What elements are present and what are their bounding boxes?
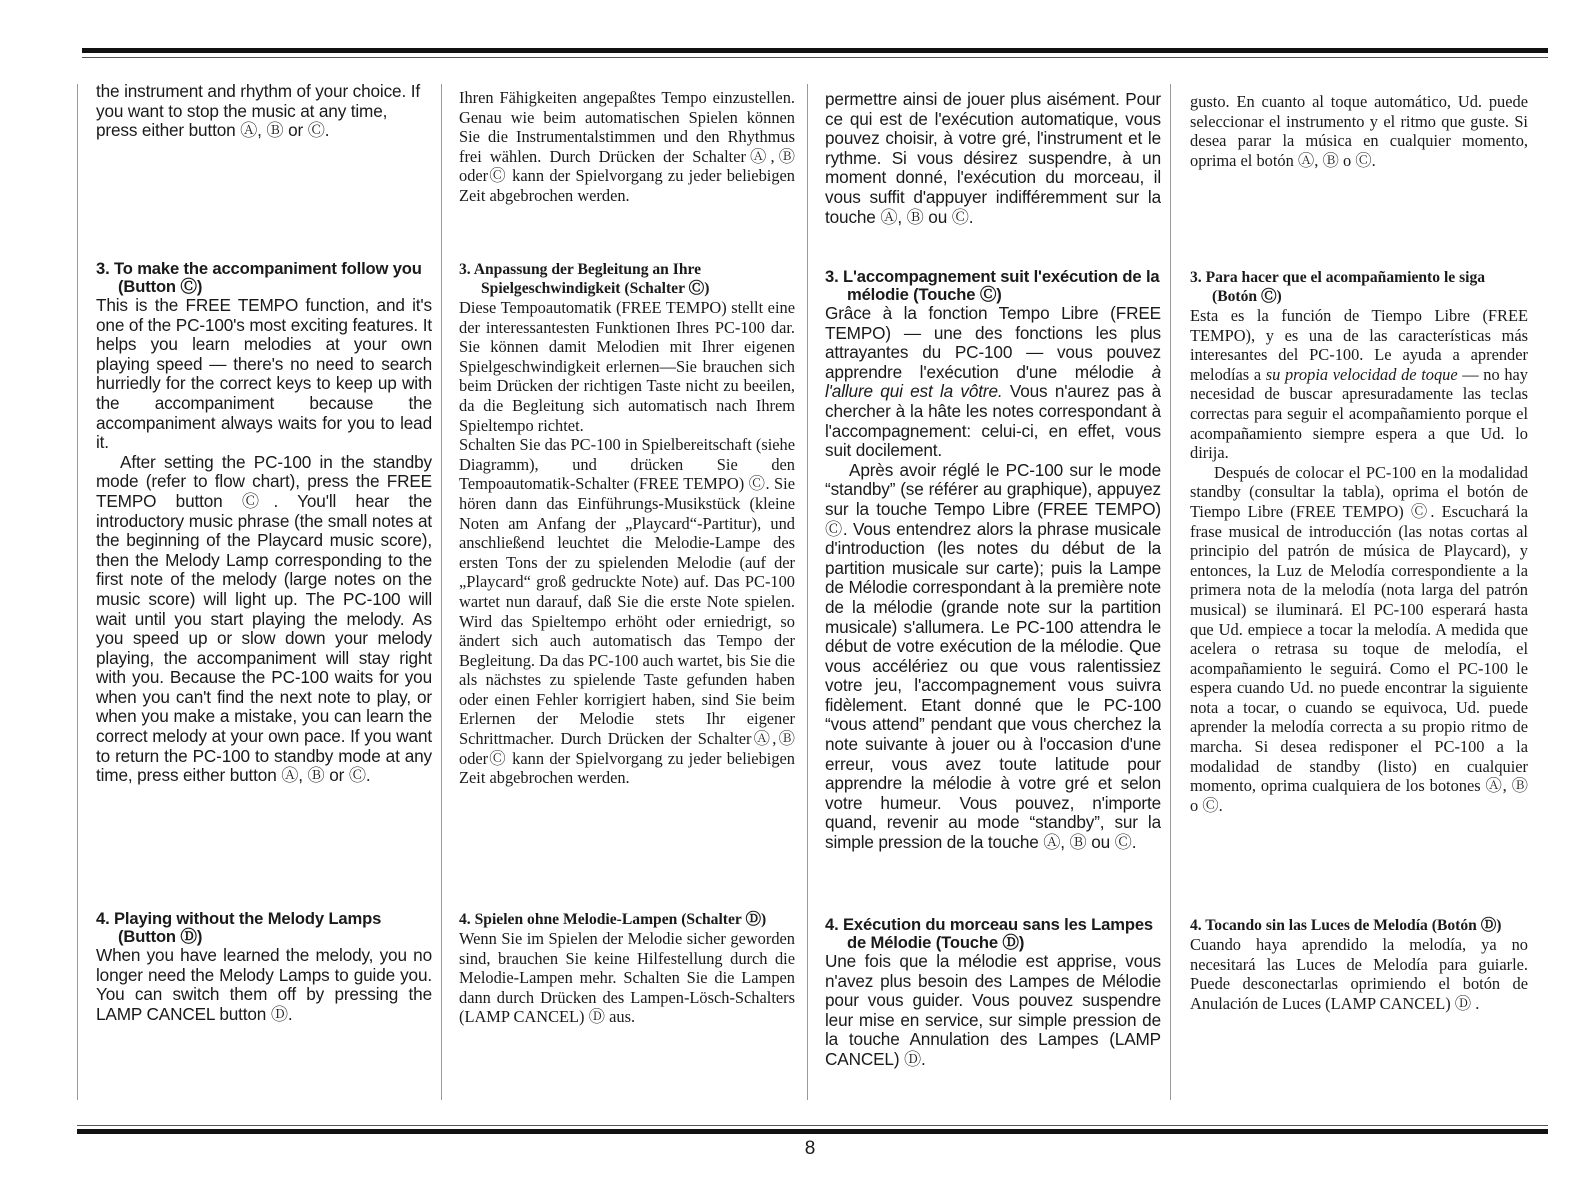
french-section-3-paragraph-2: Après avoir réglé le PC-100 sur le mode “standby” (se référer au graphique), appuyez sur la touche Tempo Libre (FREE TEMPO) Ⓒ. Vous entendrez alors la phrase musicale d'introduction (les notes du début de la partition musicale sur carte); puis la Lampe de Mélodie correspondant à la première note de la mélodie (grande note sur la partition musicale) s'allumera. Le PC-100 attendra le début de votre exécution de la mélodie. Que vous accélériez ou que vous ralentissiez votre jeu, l'accompagnement vous suivra fidèlement. Etant donné que le PC-100 “vous attend” pendant que vous cherchez la note suivante à jouer ou à l'occasion d'une erreur, vous avez toute latitude pour apprendre la mélodie à votre gré et selon votre humeur. Vous pouvez, n'importe quand, revenir au mode “standby”, sur la simple pression de la touche Ⓐ, Ⓑ ou Ⓒ. [825, 459, 1161, 853]
spanish-intro: gusto. En cuanto al toque automático, Ud. puede seleccionar el instrumento y el ritmo que guste. Si desea parar la música en cualquier momento, oprima el botón Ⓐ, Ⓑ o Ⓒ. [1190, 92, 1528, 170]
german-section-3-heading: 3. Anpassung der Begleitung an Ihre Spielgeschwindigkeit (Schalter Ⓒ) [459, 261, 710, 297]
english-section-4-paragraph-1: When you have learned the melody, you no longer need the Melody Lamps to guide you. You can switch them off by pressing the LAMP CANCEL button Ⓓ. [96, 945, 432, 1024]
french-section-3-paragraph-1-b: Vous n'aurez pas à chercher à la hâte les notes correspondant à l'accompagnement: celui-ci, en effet, vous suit docilement. [825, 381, 1161, 461]
french-section-3-italic: à l'allure qui est la vôtre. [825, 361, 1161, 402]
column-divider [1170, 84, 1171, 1100]
spanish-section-4-heading: 4. Tocando sin las Luces de Melodía (Botón Ⓓ) [1190, 917, 1502, 934]
german-column [459, 82, 795, 1112]
page-number: 8 [804, 1138, 816, 1159]
english-section-3-paragraph-2: After setting the PC-100 in the standby mode (refer to flow chart), press the FREE TEMPO button Ⓒ. You'll hear the introductory music phrase (the small notes at the beginning of the Playcard music score), then the Melody Lamp corresponding to the first note of the melody (large notes on the music score) will light up. The PC-100 will wait until you start playing the melody. As you speed up or slow down your melody playing, the accompaniment will stay right with you. Because the PC-100 waits for you when you can't find the next note to play, or when you make a mistake, you can learn the correct melody at your own pace. If you want to return the PC-100 to standby mode at any time, press either button Ⓐ, Ⓑ or Ⓒ. [96, 451, 432, 786]
spanish-column [1190, 82, 1528, 1112]
spanish-section-3-paragraph-1-b: — no hay necesidad de buscar apresuradamente las teclas correctas para seguir el acompañamiento porque el acompañamiento siempre espera a que Ud. lo dirija. [1190, 364, 1528, 463]
french-section-4-paragraph-1: Une fois que la mélodie est apprise, vous n'avez plus besoin des Lampes de Mélodie pour vous guider. Vous pouvez suspendre leur mise en service, sur simple pression de la touche Annulation des Lampes (LAMP CANCEL) Ⓓ. [825, 951, 1161, 1069]
french-section-3-paragraph-1-a: Grâce à la fonction Tempo Libre (FREE TEMPO) — une des fonctions les plus attrayantes du PC-100 — vous pouvez apprendre l'exécution d'une mélodie [825, 303, 1161, 382]
spanish-section-3-heading: 3. Para hacer que el acompañamiento le siga (Botón Ⓒ) [1190, 269, 1486, 305]
column-divider [807, 84, 808, 1100]
german-section-3-paragraph-2: Schalten Sie das PC-100 in Spielbereitschaft (siehe Diagramm), und drücken Sie den Tempoautomatik-Schalter (FREE TEMPO) Ⓒ. Sie hören dann das Einführungs-Musikstück (kleine Noten am Anfang der „Playcard“-Partitur), und anschließend leuchtet die Melodie-Lampe des ersten Tons der zu spielenden Melodie (auf der „Playcard“ groß gedruckte Note) auf. Das PC-100 wartet nun darauf, daß Sie die erste Note spielen. Wird das Spieltempo erhöht oder erniedrigt, so ändert sich auch automatisch das Tempo der Begleitung. Da das PC-100 auch wartet, bis Sie die als nächstes zu spielende Taste gefunden haben oder einen Fehler korrigiert haben, sind Sie beim Erlernen der Melodie stets Ihr eigener Schrittmacher. Durch Drücken der SchalterⒶ,Ⓑ oderⒸ kann der Spielvorgang zu jeder beliebigen Zeit abgebrochen werden. [459, 435, 795, 788]
english-column [96, 82, 432, 1112]
column-divider [441, 84, 442, 1100]
french-section-3-heading: 3. L'accompagnement suit l'exécution de la mélodie (Touche Ⓒ) [825, 267, 1160, 304]
spanish-section-4-paragraph-1: Cuando haya aprendido la melodía, ya no necesitará las Luces de Melodía para guiarle. Puede desconectarlas oprimiendo el botón de Anulación de Luces (LAMP CANCEL) Ⓓ . [1190, 935, 1528, 1013]
spanish-section-3-paragraph-1-a: Esta es la función de Tiempo Libre (FREE TEMPO), y es una de las características más interesantes del PC-100. Le ayuda a aprender melodías a [1190, 306, 1528, 384]
bottom-rule [77, 1129, 1548, 1134]
english-intro: the instrument and rhythm of your choice. If you want to stop the music at any time, press either button Ⓐ, Ⓑ or Ⓒ. [96, 82, 420, 141]
english-section-3-heading: 3. To make the accompaniment follow you (Button Ⓒ) [96, 259, 422, 296]
english-section-3-paragraph-1: This is the FREE TEMPO function, and it's one of the PC-100's most exciting features. It helps you learn melodies at your own playing speed — there's no need to search hurriedly for the correct keys to keep up with the accompaniment because the accompaniment always waits for you to lead it. [96, 295, 432, 453]
french-section-3-paragraph-1 [825, 304, 1161, 461]
german-section-4-heading: 4. Spielen ohne Melodie-Lampen (Schalter Ⓓ) [459, 911, 767, 928]
french-intro: permettre ainsi de jouer plus aisément. Pour ce qui est de l'exécution automatique, vous pouvez choisir, à votre gré, l'instrument et le rythme. Si vous désirez suspendre, à un moment donné, l'exécution du morceau, il vous suffit d'appuyer indifféremment sur la touche Ⓐ, Ⓑ ou Ⓒ. [825, 89, 1161, 227]
german-intro: Ihren Fähigkeiten angepaßtes Tempo einzustellen. Genau wie beim automatischen Spielen können Sie die Instrumentalstimmen und den Rhythmus frei wählen. Durch Drücken der SchalterⒶ,Ⓑ oderⒸ kann der Spielvorgang zu jeder beliebigen Zeit abgebrochen werden. [459, 88, 795, 205]
french-column [825, 82, 1161, 1112]
top-rule [82, 48, 1548, 53]
french-section-4-heading: 4. Exécution du morceau sans les Lampes de Mélodie (Touche Ⓓ) [825, 915, 1153, 952]
column-divider [77, 84, 78, 1100]
spanish-section-3-paragraph-1 [1190, 306, 1528, 463]
german-section-3-paragraph-1: Diese Tempoautomatik (FREE TEMPO) stellt eine der interessantesten Funktionen Ihres PC-100 dar. Sie können damit Melodien mit Ihrer eigenen Spielgeschwindigkeit erlernen—Sie brauchen sich beim Drücken der richtigen Taste nicht zu beeilen, da die Begleitung sich automatisch nach Ihrem Spieltempo richtet. [459, 298, 795, 435]
german-section-4-paragraph-1: Wenn Sie im Spielen der Melodie sicher geworden sind, brauchen Sie keine Hilfestellung durch die Melodie-Lampen mehr. Schalten Sie die Lampen dann durch Drücken des Lampen-Lösch-Schalters (LAMP CANCEL) Ⓓ aus. [459, 929, 795, 1027]
english-section-4-heading: 4. Playing without the Melody Lamps (Button Ⓓ) [96, 909, 382, 946]
bottom-rule-thin [77, 1125, 1548, 1126]
spanish-section-3-paragraph-2: Después de colocar el PC-100 en la modalidad standby (consultar la tabla), oprima el botón de Tiempo Libre (FREE TEMPO) Ⓒ. Escuchará la frase musical de introducción (las notas cortas al principio del patrón de música de Playcard), y entonces, la Luz de Melodía correspondiente a la primera nota de la melodía (nota larga del patrón musical) se iluminará. El PC-100 esperará hasta que Ud. empiece a tocar la melodía. A medida que acelera o retrasa su toque de melodía, el acompañamiento le seguirá. Como el PC-100 le espera cuando Ud. no puede encontrar la siguiente nota a tocar, o cuando se equivoca, Ud. puede aprender la melodía correcta a su propio ritmo de marcha. Si desea redisponer el PC-100 a la modalidad de standby (listo) en cualquier momento, oprima cualquiera de los botones Ⓐ, Ⓑ o Ⓒ. [1190, 462, 1528, 815]
top-rule-thin [82, 57, 1548, 58]
spanish-section-3-italic: su propia velocidad de toque [1265, 364, 1458, 384]
